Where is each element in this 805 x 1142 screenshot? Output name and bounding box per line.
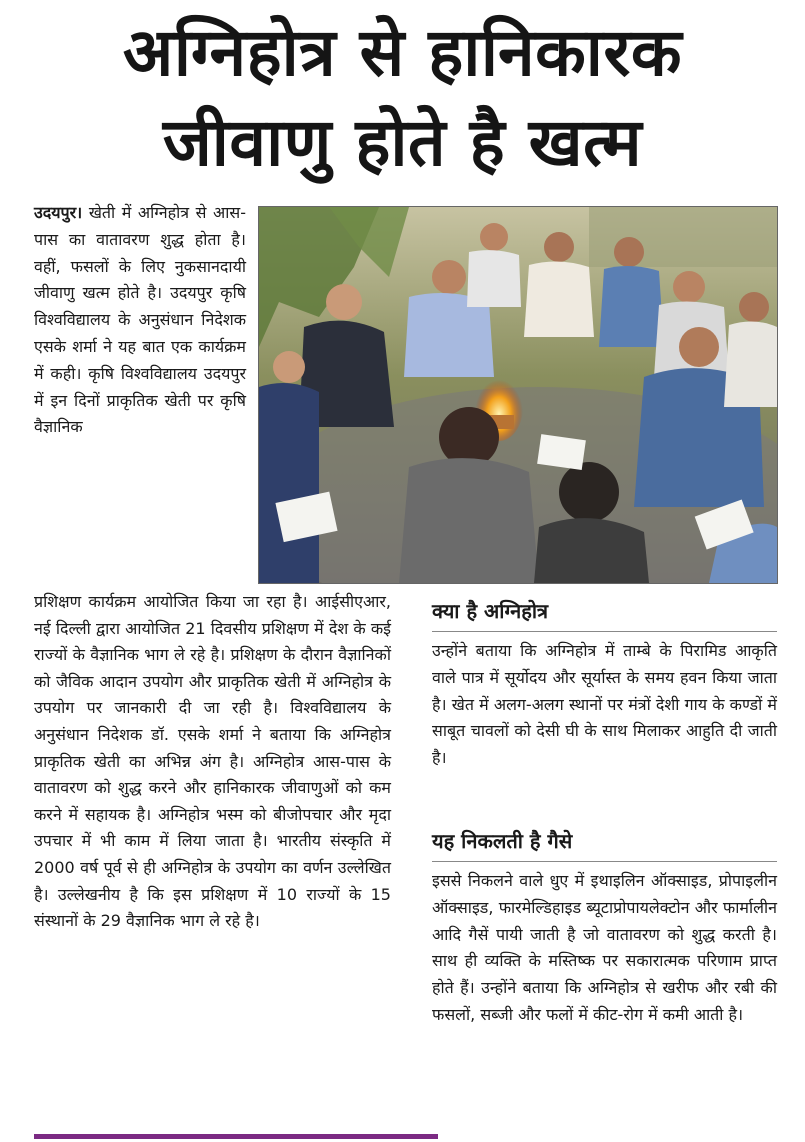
section-heading: क्या है अग्निहोत्र: [432, 593, 777, 632]
section-body: इससे निकलने वाले धुए में इथाइलिन ऑक्साइड, प्रोपाइलीन ऑक्साइड, फारमेल्डिहाइड ब्यूटाप्रोपायलेक्टोन और फार्मालीन आदि गैसें पायी जाती है जो वातावरण को शुद्ध करती है। साथ ही व्यक्ति के मस्तिष्क पर सकारात्मक परिणाम प्राप्त होते हैं। उन्होंने बताया कि अग्निहोत्र से खरीफ और रबी की फसलों, सब्जी और फलों में कीट-रोग में कमी आती है।: [432, 871, 777, 1024]
group-seated-around-fire-photo-icon: [259, 207, 777, 583]
article-left-bottom: प्रशिक्षण कार्यक्रम आयोजित किया जा रहा है। आईसीएआर, नई दिल्ली द्वारा आयोजित 21 दिवसीय प्रशिक्षण में देश के कई राज्यों के वैज्ञानिक भाग ले रहे है। प्रशिक्षण के दौरान वैज्ञानिकों को जैविक आदान उपयोग और प्राकृतिक खेती में अग्निहोत्र के उपयोग पर जानकारी दी जा रही है। विश्वविद्यालय के अनुसंधान निदेशक डॉ. एसके शर्मा ने बताया कि अग्निहोत्र प्राकृतिक खेती का अभिन्न अंग है। अग्निहोत्र आस-पास के वातावरण को शुद्ध करने और हानिकारक जीवाणुओं को कम करने में सहायक है। अग्निहोत्र भस्म को बीजोपचार और मृदा उपचार में भी काम में लिया जाता है। भारतीय संस्कृति में 2000 वर्ष पूर्व से ही अग्निहोत्र के उपयोग का वर्णन उल्लेखित है। उल्लेखनीय है कि इस प्रशिक्षण में 10 राज्यों के 15 संस्थानों के 29 वैज्ञानिक भाग ले रहे है।: [34, 592, 391, 931]
section-body: उन्होंने बताया कि अग्निहोत्र में ताम्बे के पिरामिड आकृति वाले पात्र में सूर्योदय और सूर्यास्त के समय हवन किया जाता है। खेत में अलग-अलग स्थानों पर मंत्रों देशी गाय के कण्डों में साबूत चावलों को देसी घी के साथ मिलाकर आहुति दी जाती है।: [432, 641, 777, 768]
section-what-is-agnihotra: [432, 593, 777, 772]
section-heading: यह निकलती है गैसे: [432, 823, 777, 862]
dateline: उदयपुर।: [34, 203, 83, 222]
section-gases: [432, 823, 777, 1029]
headline-line-1: अग्निहोत्र से हानिकारक: [122, 14, 683, 91]
headline: [0, 8, 805, 188]
headline-line-2: जीवाणु होते है खत्म: [162, 104, 643, 181]
bottom-accent-rule: [34, 1134, 438, 1139]
article-left-top-text: खेती में अग्निहोत्र से आस-पास का वातावरण शुद्ध होता है। वहीं, फसलों के लिए नुकसानदायी जीवाणु खत्म होते है। उदयपुर कृषि विश्वविद्यालय के अनुसंधान निदेशक एसके शर्मा ने यह बात एक कार्यक्रम में कही। कृषि विश्वविद्यालय उदयपुर में इन दिनों प्राकृतिक खेती पर कृषि वैज्ञानिक: [34, 203, 246, 437]
news-photo: [258, 206, 778, 584]
article-left-top: [34, 200, 246, 441]
